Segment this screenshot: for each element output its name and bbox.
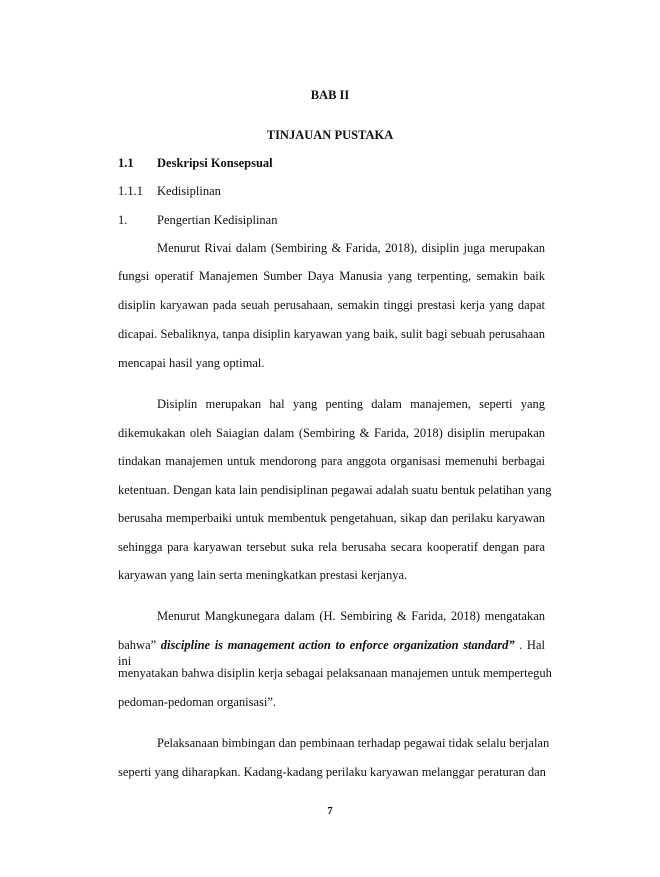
paragraph-line: sehingga para karyawan tersebut suka rela berusaha secara kooperatif dengan para	[118, 540, 545, 554]
paragraph-line: fungsi operatif Manajemen Sumber Daya Manusia yang terpenting, semakin baik	[118, 269, 545, 283]
paragraph-line: dicapai. Sebaliknya, tanpa disiplin karyawan yang baik, sulit bagi sebuah perusahaan	[118, 327, 545, 341]
paragraph-line: Pelaksanaan bimbingan dan pembinaan terhadap pegawai tidak selalu berjalan	[157, 736, 550, 750]
paragraph-line: berusaha memperbaiki untuk membentuk pengetahuan, sikap dan perilaku karyawan	[118, 511, 545, 525]
paragraph-line: tindakan manajemen untuk mendorong para anggota organisasi memenuhi berbagai	[118, 454, 545, 468]
paragraph-line: pedoman-pedoman organisasi”.	[118, 695, 277, 709]
paragraph-line: disiplin karyawan pada seuah perusahaan, semakin tinggi prestasi kerja yang dapat	[118, 298, 545, 312]
chapter-heading: BAB II	[310, 88, 350, 102]
quote-suffix: . Hal ini	[118, 638, 545, 668]
paragraph-line-with-quote	[118, 637, 545, 668]
chapter-title: TINJAUAN PUSTAKA	[266, 128, 394, 142]
paragraph-line: menyatakan bahwa disiplin kerja sebagai pelaksanaan manajemen untuk memperteguh	[118, 666, 552, 680]
paragraph-line: ketentuan. Dengan kata lain pendisiplinan pegawai adalah suatu bentuk pelatihan yang	[118, 483, 552, 497]
subsection-title: Kedisiplinan	[157, 184, 221, 198]
list-title: Pengertian Kedisiplinan	[157, 213, 278, 227]
quote-prefix: bahwa”	[118, 638, 161, 652]
paragraph-line: Menurut Rivai dalam (Sembiring & Farida, 2018), disiplin juga merupakan	[157, 241, 545, 255]
paragraph-line: seperti yang diharapkan. Kadang-kadang perilaku karyawan melanggar peraturan dan	[118, 765, 546, 779]
list-number: 1.	[118, 213, 128, 227]
paragraph-line: mencapai hasil yang optimal.	[118, 356, 265, 370]
subsection-number: 1.1.1	[118, 184, 143, 198]
quote-italic: discipline is management action to enforce organization standard”	[160, 638, 515, 652]
section-number: 1.1	[118, 156, 134, 170]
page-number: 7	[327, 805, 333, 817]
paragraph-line: karyawan yang lain serta meningkatkan prestasi kerjanya.	[118, 568, 408, 582]
paragraph-line: Menurut Mangkunegara dalam (H. Sembiring & Farida, 2018) mengatakan	[157, 609, 545, 623]
paragraph-line: dikemukakan oleh Saiagian dalam (Sembiring & Farida, 2018) disiplin merupakan	[118, 426, 545, 440]
section-title: Deskripsi Konsepsual	[157, 156, 273, 170]
paragraph-line: Disiplin merupakan hal yang penting dalam manajemen, seperti yang	[157, 397, 545, 411]
